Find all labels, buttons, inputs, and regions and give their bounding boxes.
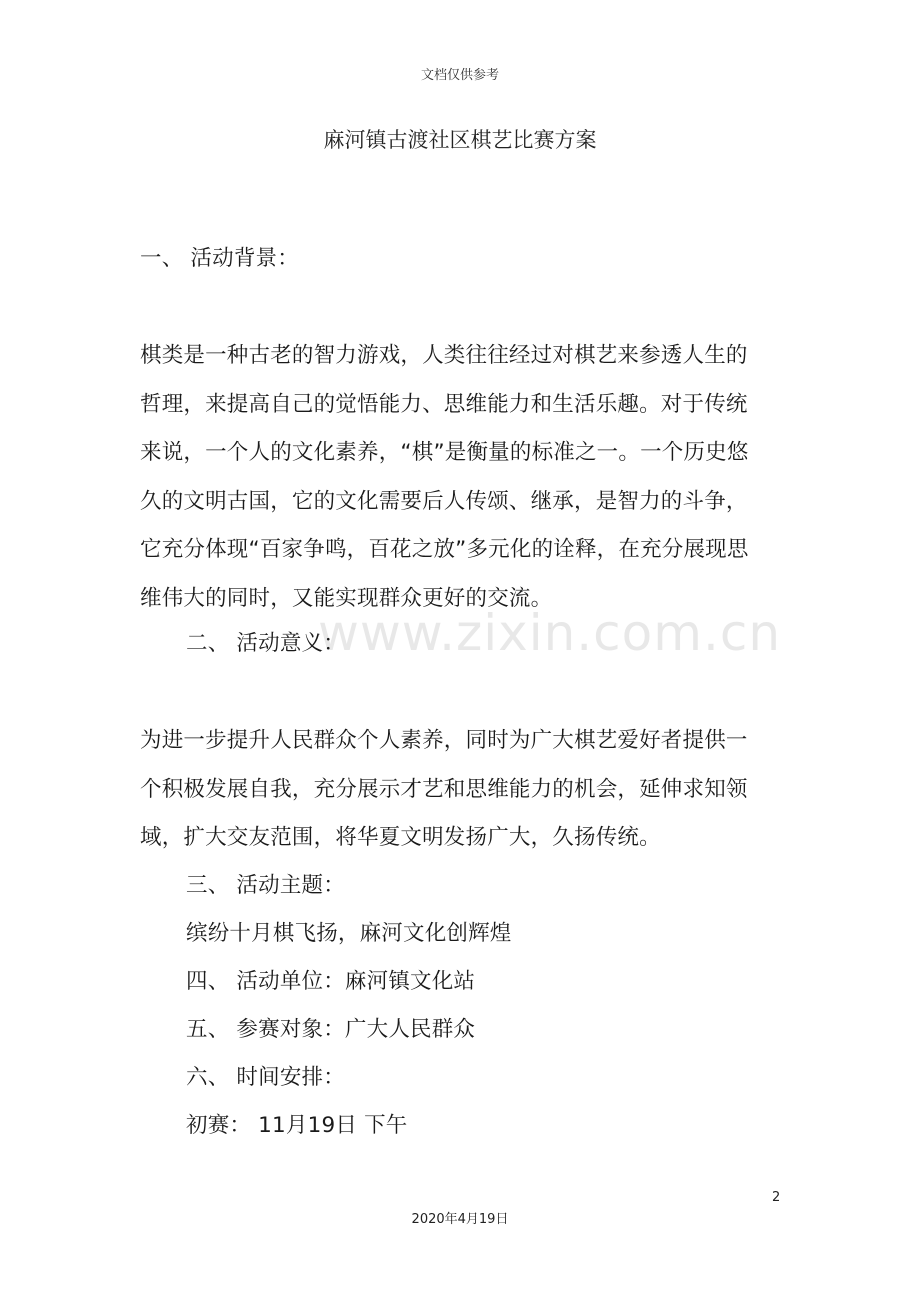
paragraph-line: 哲理，来提高自己的觉悟能力、思维能力和生活乐趣。对于传统: [140, 391, 748, 417]
paragraph-line: 为进一步提升人民群众个人素养，同时为广大棋艺爱好者提供一: [140, 728, 748, 753]
paragraph-line: 个积极发展自我，充分展示才艺和思维能力的机会，延伸求知领: [140, 776, 748, 802]
header-note: 文档仅供参考: [420, 68, 499, 83]
paragraph-line: 棋类是一种古老的智力游戏，人类往往经过对棋艺来参透人生的: [140, 343, 748, 368]
section-3-heading: 三、 活动主题：: [186, 873, 345, 898]
section-3-text: 缤纷十月棋飞扬，麻河文化创辉煌: [186, 921, 512, 946]
paragraph-line: 来说，一个人的文化素养，“棋”是衡量的标准之一。一个历史悠: [140, 440, 749, 466]
footer-date: 2020年4月19日: [411, 1212, 509, 1227]
section-1-paragraph: [140, 332, 780, 624]
section-1-heading: 一、 活动背景：: [140, 246, 299, 271]
section-5: 五、 参赛对象：广大人民群众: [186, 1017, 476, 1042]
section-2-paragraph: [140, 717, 780, 863]
paragraph-line: 域，扩大交友范围，将华夏文明发扬广大，久扬传统。: [140, 825, 661, 851]
paragraph-line: 它充分体现“百家争鸣，百花之放”多元化的诠释，在充分展现思: [140, 537, 749, 563]
document-title: 麻河镇古渡社区棋艺比赛方案: [323, 128, 597, 152]
paragraph-line: 维伟大的同时，又能实现群众更好的交流。: [140, 585, 553, 611]
section-2-heading: 二、 活动意义：: [186, 631, 345, 656]
section-4: 四、 活动单位：麻河镇文化站: [186, 969, 476, 994]
section-6-heading: 六、 时间安排：: [186, 1065, 345, 1090]
watermark: www.zixin.com.cn: [318, 604, 782, 662]
page-number: 2: [772, 1190, 781, 1205]
section-6-first-round: 初赛： 11月19日 下午: [186, 1113, 408, 1138]
paragraph-line: 久的文明古国，它的文化需要后人传颂、继承，是智力的斗争，: [140, 488, 748, 514]
